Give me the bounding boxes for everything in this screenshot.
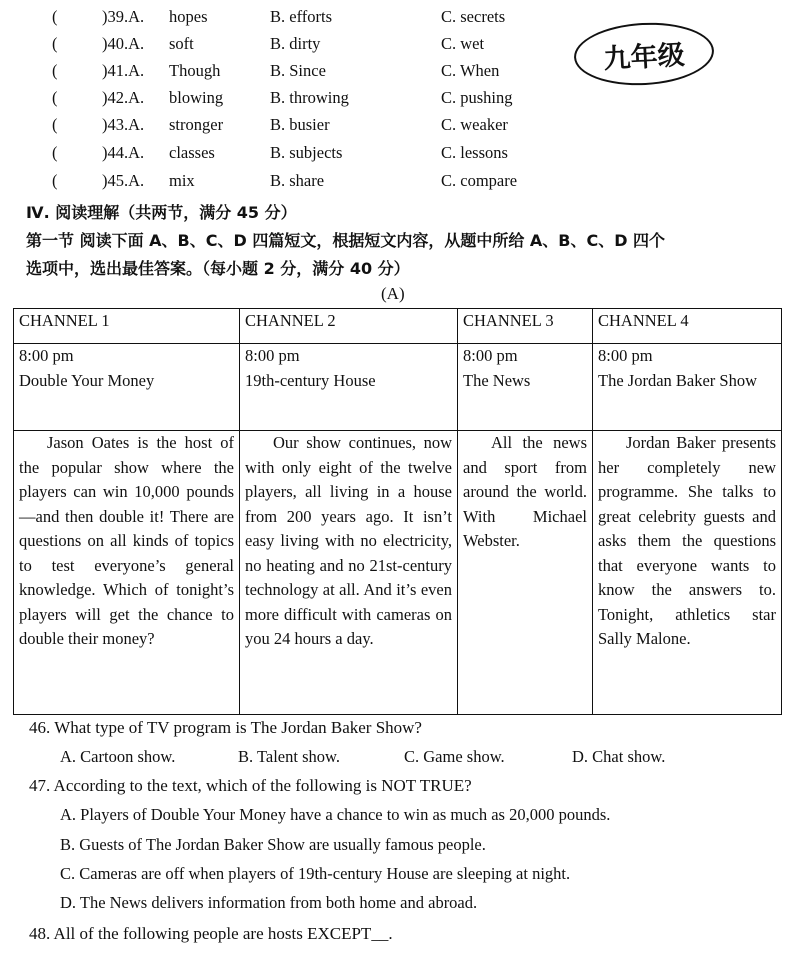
option-b: B. dirty	[270, 34, 321, 53]
show-cell	[593, 344, 782, 431]
answer-option-c: C. Game show.	[404, 747, 505, 766]
option-b: B. busier	[270, 115, 330, 134]
passage-label: (A)	[381, 284, 405, 303]
question-47: 47. According to the text, which of the following is NOT TRUE?	[29, 776, 472, 795]
show-title: The Jordan Baker Show	[598, 370, 758, 390]
answer-option-a: A. Players of Double Your Money have a chance to win as much as 20,000 pounds.	[60, 805, 611, 824]
option-a: classes	[169, 143, 215, 162]
option-a: Though	[169, 61, 221, 80]
question-number: )44.A.	[102, 143, 145, 162]
question-number: )40.A.	[102, 34, 145, 53]
question-number: )39.A.	[102, 7, 145, 26]
option-c: C. weaker	[441, 115, 508, 134]
answer-paren: (	[52, 143, 58, 162]
option-a: soft	[169, 34, 194, 53]
section-title: Ⅳ. 阅读理解（共两节，满分 45 分）	[26, 203, 297, 222]
answer-paren: (	[52, 7, 58, 26]
show-time: 8:00 pm	[19, 346, 74, 365]
show-description: Jason Oates is the host of the popular show where the players can win 10,000 pounds—and then double it! There are questions on all kinds of topics to test everyone’s general knowledge. Which of tonight’s players will get the chance to double their money?	[14, 431, 240, 715]
option-row-43	[0, 115, 788, 141]
answer-paren: (	[52, 115, 58, 134]
answer-paren: (	[52, 88, 58, 107]
option-row-42	[0, 88, 788, 114]
question-number: )45.A.	[102, 171, 145, 190]
answer-paren: (	[52, 61, 58, 80]
option-c: C. pushing	[441, 88, 513, 107]
channel-header: CHANNEL 1	[14, 309, 240, 344]
description-row	[14, 431, 782, 715]
option-a: hopes	[169, 7, 208, 26]
option-a: mix	[169, 171, 195, 190]
show-description: Our show continues, now with only eight of the twelve players, all living in a house from 200 years ago. It isn’t easy living with no electricity, no heating and no 21st-century technology at all. And it’s even more difficult with cameras on you 24 hours a day.	[240, 431, 458, 715]
answer-option-a: A. Cartoon show.	[60, 747, 176, 766]
option-c: C. When	[441, 61, 500, 80]
option-b: B. throwing	[270, 88, 349, 107]
channel-header: CHANNEL 2	[240, 309, 458, 344]
option-a: stronger	[169, 115, 224, 134]
tv-schedule-table	[13, 308, 782, 715]
answer-paren: (	[52, 171, 58, 190]
instructions-line-1: 第一节 阅读下面 A、B、C、D 四篇短文，根据短文内容，从题中所给 A、B、C、D 四个	[26, 231, 666, 250]
instructions-line-2: 选项中，选出最佳答案。（每小题 2 分，满分 40 分）	[26, 259, 410, 278]
grade-stamp: 九年级	[572, 19, 715, 88]
option-c: C. compare	[441, 171, 518, 190]
option-c: C. wet	[441, 34, 485, 53]
option-b: B. Since	[270, 61, 326, 80]
option-b: B. subjects	[270, 143, 343, 162]
option-a: blowing	[169, 88, 224, 107]
channel-header: CHANNEL 4	[593, 309, 782, 344]
option-row-44	[0, 143, 788, 169]
question-number: )43.A.	[102, 115, 145, 134]
question-46: 46. What type of TV program is The Jordan Baker Show?	[29, 718, 422, 737]
show-cell	[240, 344, 458, 431]
answer-option-b: B. Talent show.	[238, 747, 340, 766]
question-48: 48. All of the following people are hosts EXCEPT__.	[29, 924, 393, 943]
channel-header: CHANNEL 3	[458, 309, 593, 344]
answer-option-c: C. Cameras are off when players of 19th-century House are sleeping at night.	[60, 864, 571, 883]
option-row-45	[0, 171, 788, 197]
option-c: C. secrets	[441, 7, 506, 26]
show-description: All the news and sport from around the world. With Michael Webster.	[458, 431, 593, 715]
show-time-row	[14, 344, 782, 431]
show-time: 8:00 pm	[598, 346, 653, 365]
option-b: B. share	[270, 171, 325, 190]
show-description: Jordan Baker presents her completely new programme. She talks to great celebrity guests and asks them the questions that everyone wants to know the answers to. Tonight, athletics star Sally Malone.	[593, 431, 782, 715]
option-c: C. lessons	[441, 143, 508, 162]
answer-option-d: D. The News delivers information from both home and abroad.	[60, 893, 478, 912]
channel-header-row	[14, 309, 782, 344]
show-cell	[14, 344, 240, 431]
question-number: )41.A.	[102, 61, 145, 80]
question-number: )42.A.	[102, 88, 145, 107]
show-time: 8:00 pm	[245, 346, 300, 365]
show-title: Double Your Money	[19, 370, 155, 390]
option-b: B. efforts	[270, 7, 333, 26]
show-time: 8:00 pm	[463, 346, 518, 365]
answer-option-b: B. Guests of The Jordan Baker Show are usually famous people.	[60, 835, 486, 854]
answer-paren: (	[52, 34, 58, 53]
show-title: The News	[463, 370, 531, 390]
show-title: 19th-century House	[245, 370, 376, 390]
answer-option-d: D. Chat show.	[572, 747, 666, 766]
show-cell	[458, 344, 593, 431]
